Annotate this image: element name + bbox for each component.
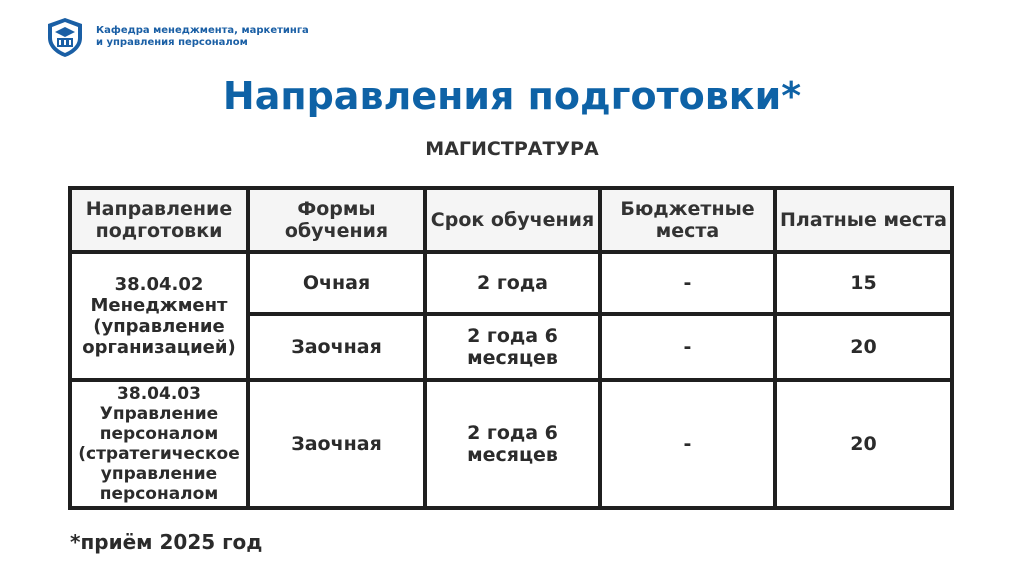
budget-places: - — [600, 252, 775, 314]
budget-places: - — [600, 314, 775, 380]
university-shield-icon — [44, 16, 86, 58]
study-duration: 2 года 6 месяцев — [425, 380, 600, 508]
table-row — [70, 380, 952, 508]
paid-places: 20 — [775, 380, 952, 508]
table-header-row — [70, 188, 952, 252]
header-form: Формы обучения — [248, 188, 425, 252]
study-form: Заочная — [248, 314, 425, 380]
program-direction: 38.04.03 Управление персоналом (стратегическое управление персоналом — [70, 380, 248, 508]
department-name — [96, 25, 309, 49]
program-direction: 38.04.02 Менеджмент (управление организацией) — [70, 252, 248, 380]
table-row — [70, 252, 952, 314]
page-subtitle: МАГИСТРАТУРА — [425, 138, 599, 160]
header-paid: Платные места — [775, 188, 952, 252]
study-form: Очная — [248, 252, 425, 314]
department-line-1: Кафедра менеджмента, маркетинга — [96, 25, 309, 36]
study-form: Заочная — [248, 380, 425, 508]
paid-places: 20 — [775, 314, 952, 380]
study-duration: 2 года 6 месяцев — [425, 314, 600, 380]
study-duration: 2 года — [425, 252, 600, 314]
paid-places: 15 — [775, 252, 952, 314]
footnote: *приём 2025 год — [70, 530, 263, 554]
header — [44, 16, 309, 58]
header-direction: Направление подготовки — [70, 188, 248, 252]
page-title: Направления подготовки* — [222, 74, 802, 118]
budget-places: - — [600, 380, 775, 508]
header-budget: Бюджетные места — [600, 188, 775, 252]
programs-table — [68, 186, 954, 510]
header-duration: Срок обучения — [425, 188, 600, 252]
department-line-2: и управления персоналом — [96, 37, 248, 48]
